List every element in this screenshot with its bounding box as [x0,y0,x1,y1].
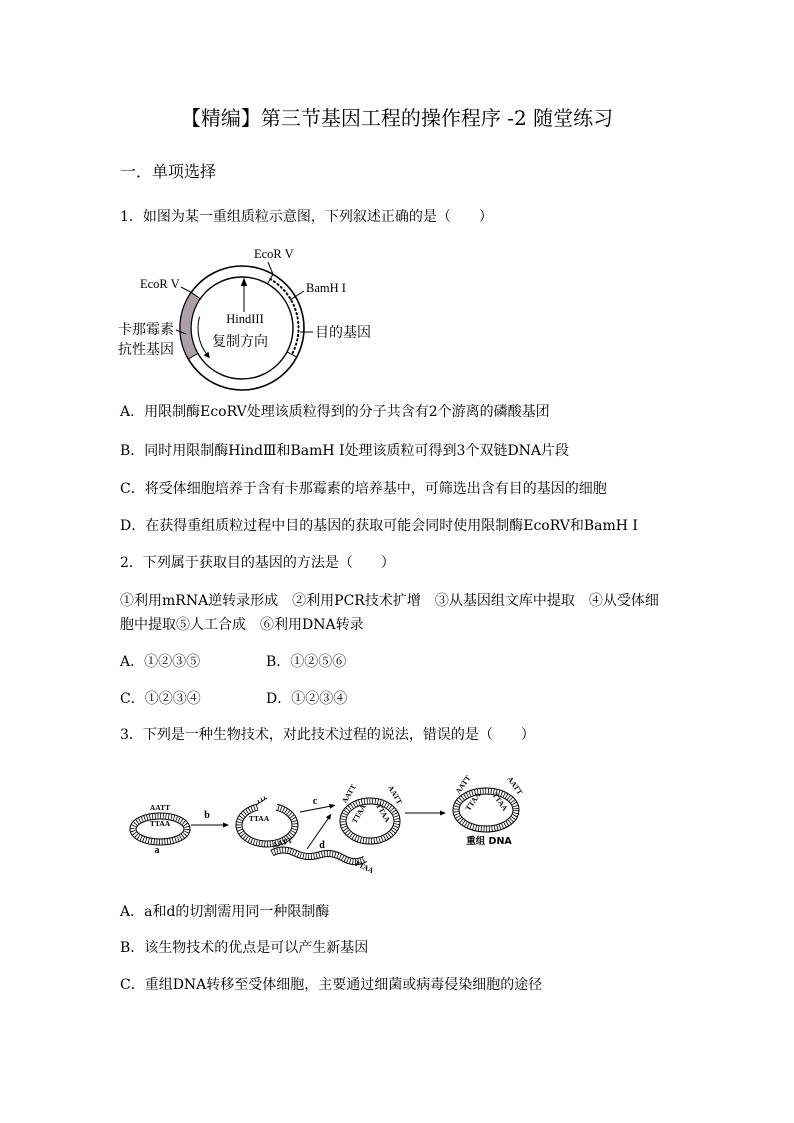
hindiii-label: HindIII [226,312,264,326]
ecorv-top-label: EcoR V [254,247,294,261]
question-2-option-c: C．①②③④ [120,691,201,707]
replication-direction-label: 复制方向 [212,334,268,350]
arrow-product-head-icon [440,811,446,816]
question-3-option-a: A．a和d的切割需用同一种限制酶 [120,904,330,920]
section-heading: 一．单项选择 [120,162,217,181]
question-2-option-a: A．①②③⑤ [120,654,201,670]
recombinant-dna-caption: 重组 DNA [466,836,512,847]
question-1-option-c: C．将受体细胞培养于含有卡那霉素的培养基中，可筛选出含有目的基因的细胞 [120,481,607,497]
product-sticky-outer-left: AATT [453,773,473,796]
recombinant-dna-ring [456,791,516,829]
product-sticky-inner-right: TTAA [490,790,510,813]
intermediate-sticky-inner-left: TTAA [349,802,368,825]
question-1-stem: 1．如图为某一重组质粒示意图，下列叙述正确的是（ ） [120,209,493,225]
target-gene-segment [270,279,298,354]
label-c: c [312,796,318,807]
question-2-stem: 2．下列属于获取目的基因的方法是（ ） [120,555,395,571]
arrow-d-shaft [307,818,329,849]
fragment-d-sticky-left: AATT [271,835,294,850]
replication-arrow-head-icon [204,352,210,359]
ecorv-left-leader-line [181,287,191,292]
segment-boundary-tick [268,274,274,284]
hindiii-arrow-head-icon [241,278,247,287]
product-sticky-inner-left: TTAA [463,790,483,813]
question-2-option-b: B．①②⑤⑥ [266,654,347,670]
question-1-option-d: D．在获得重组质粒过程中目的基因的获取可能会同时使用限制酶EcoRV和BamH Ⅰ [120,518,638,534]
arrow-d-head-icon [326,814,331,820]
plasmid-inner-ring [191,277,293,379]
label-d: d [319,840,325,851]
dna-fragment-d [272,850,365,862]
question-2-methods-line-1: ①利用mRNA逆转录形成 ②利用PCR技术扩增 ③从基因组文库中提取 ④从受体细 [120,593,659,609]
question-2-methods-line-2: 胞中提取⑤人工合成 ⑥利用DNA转录 [120,617,364,633]
kanamycin-label-line-2: 抗性基因 [118,342,174,358]
arrow-c-head-icon [329,804,335,809]
plasmid-diagram [110,240,380,400]
question-3-option-c: C．重组DNA转移至受体细胞，主要通过细菌或病毒侵染细胞的途径 [120,977,543,993]
page-title: 【精编】第三节基因工程的操作程序 -2 随堂练习 [180,106,614,130]
ecorv-left-label: EcoR V [140,277,180,291]
arrow-c-shaft [300,806,330,812]
arrow-b-head-icon [223,823,229,828]
question-1-option-b: B．同时用限制酶HindⅢ和BamH Ⅰ处理该质粒可得到3个双链DNA片段 [120,443,570,459]
kanamycin-label-line-1: 卡那霉素 [118,322,174,338]
question-3-stem: 3．下列是一种生物技术，对此技术过程的说法，错误的是（ ） [120,727,535,743]
cut-plasmid-sticky-end: TTAA [248,814,270,823]
replication-arrow-shaft [198,317,207,355]
fragment-d-sticky-right: TTAA [352,858,376,876]
product-sticky-outer-right: AATT [505,774,525,797]
recombinant-dna-process-diagram [125,765,545,877]
intermediate-sticky-outer-right: AATT [386,783,405,806]
question-3-option-b: B．该生物技术的优点是可以产生新基因 [120,940,369,956]
target-gene-label: 目的基因 [315,325,371,341]
bamhi-label: BamH I [306,281,346,295]
plasmid-a-sticky-top: AATT [149,803,171,812]
intermediate-sticky-inner-right: TTAA [374,801,393,824]
plasmid-a-sticky-inner: TTAA [149,819,171,828]
question-2-option-d: D．①②③④ [266,691,348,707]
label-a: a [154,845,160,856]
label-b: b [204,810,210,821]
question-1-option-a: A．用限制酶EcoRV处理该质粒得到的分子共含有2个游离的磷酸基团 [120,404,550,420]
intermediate-sticky-outer-left: AATT [339,782,358,805]
